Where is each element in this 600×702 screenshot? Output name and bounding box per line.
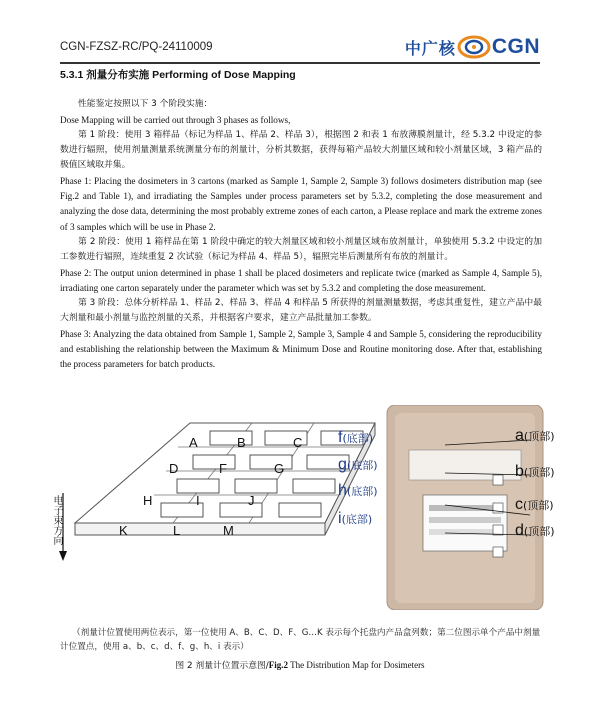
section-content [60, 68, 542, 373]
beam-direction-label: 电子束方向 [51, 495, 62, 545]
arrow-head-icon [59, 551, 67, 561]
box-label-d: D [169, 461, 179, 476]
box-label-l: L [173, 523, 181, 538]
document-id: CGN-FZSZ-RC/PQ-24110009 [60, 41, 213, 53]
header-divider [60, 62, 540, 64]
box-label-f: F [219, 461, 227, 476]
phase2-cn: 第 2 阶段：使用 1 箱样品在第 1 阶段中确定的较大剂量区域和较小剂量区域布放剂量计，单独使用 5.3.2 中设定的加工参数进行辐照，连续重复 2 次试验（标记为样品 4、样品 5），辐照完毕后测量所有布放的剂量计。 [60, 236, 542, 263]
page-header [60, 34, 540, 60]
label-g-bottom: g(底部) [338, 456, 378, 473]
box-label-c: C [293, 435, 303, 450]
intro-en: Dose Mapping will be carried out through 3 phases as follows, [60, 114, 291, 125]
caption-cn: 图 2 剂量计位置示意图/ [175, 661, 269, 671]
label-c-top: c(顶部) [515, 496, 554, 513]
caption-en: The Distribution Map for Dosimeters [288, 660, 425, 670]
phase3-cn: 第 3 阶段：总体分析样品 1、样品 2、样品 3、样品 4 和样品 5 所获得的剂量测量数据，考虑其重复性，建立产品中最大剂量和最小剂量与监控剂量的关系，并根据客户要求，建立产品批量加工参数。 [60, 298, 542, 324]
intro-cn: 性能鉴定按照以下 3 个阶段实施： [78, 99, 213, 110]
logo-mark-icon [457, 35, 491, 59]
box-label-i: I [196, 493, 200, 508]
box-label-b: B [237, 435, 246, 450]
box-label-a: A [189, 435, 198, 450]
box-label-g: G [274, 461, 285, 476]
section-title: 5.3.1 剂量分布实施 Performing of Dose Mapping [60, 69, 296, 81]
figure-note: （剂量计位置使用两位表示，第一位使用 A、B、C、D、F、G…K 表示每个托盘内产品盒列数；第二位图示单个产品中剂量计位置点，使用 a、b、c、d、f、g、h、i 表示） [60, 628, 541, 652]
logo-chinese-text: 中广核 [404, 38, 456, 58]
caption-fig-number: Fig.2 [268, 660, 288, 670]
box-label-k: K [119, 523, 128, 538]
dosimeter-distribution-figure [51, 405, 555, 617]
phase1-cn: 第 1 阶段：使用 3 箱样品（标记为样品 1、样品 2、样品 3），根据图 2 和表 1 布放薄膜剂量计，经 5.3.2 中设定的参数进行辐照，使用剂量测量系统测量分布的剂量计，分析其数据，获得每箱产品较大剂量区域和较小剂量区域，3 箱产品的极值区域取并集。 [60, 129, 542, 171]
phase2-en: Phase 2: The output union determined in phase 1 shall be placed dosimeters and replicate twice (marked as Sample 4, Sample 5), irradiating one carton separately under the parameter which was set by 5.3.2 and completing the dose measurement. [60, 267, 542, 293]
figure-caption [0, 658, 600, 671]
pallet-diagram [55, 405, 385, 610]
label-h-bottom: h(底部) [338, 482, 378, 499]
logo-english-text: CGN [491, 35, 540, 58]
box-label-m: M [223, 523, 234, 538]
label-f-bottom: f(底部) [338, 429, 374, 446]
phase1-en: Phase 1: Placing the dosimeters in 3 cartons (marked as Sample 1, Sample 2, Sample 3) follows dosimeters distribution map (see Fig.2 and Table 1), and irradiating the Samples under process parameters set by 5.3.2, completing the dose measurement and analyzing the dose data, determining the most probably extreme zones of each carton, a Please replace and mark the extreme zones of 3 samples which will be use in Phase 2. [60, 175, 542, 232]
label-b-top: b(顶部) [515, 463, 555, 480]
box-label-j: J [248, 493, 255, 508]
label-d-top: d(顶部) [515, 522, 555, 539]
label-a-top: a(顶部) [515, 427, 555, 444]
phase3-en: Phase 3: Analyzing the data obtained from Sample 1, Sample 2, Sample 3, Sample 4 and Sample 5, considering the reproducibility and establishing the relationship between the Maximum & Minimum Dose and Routine monitoring dose. After that, establishing the process parameters for batch products. [60, 328, 542, 370]
box-label-h: H [143, 493, 153, 508]
label-i-bottom: i(底部) [338, 510, 373, 527]
cgn-logo [405, 34, 540, 60]
